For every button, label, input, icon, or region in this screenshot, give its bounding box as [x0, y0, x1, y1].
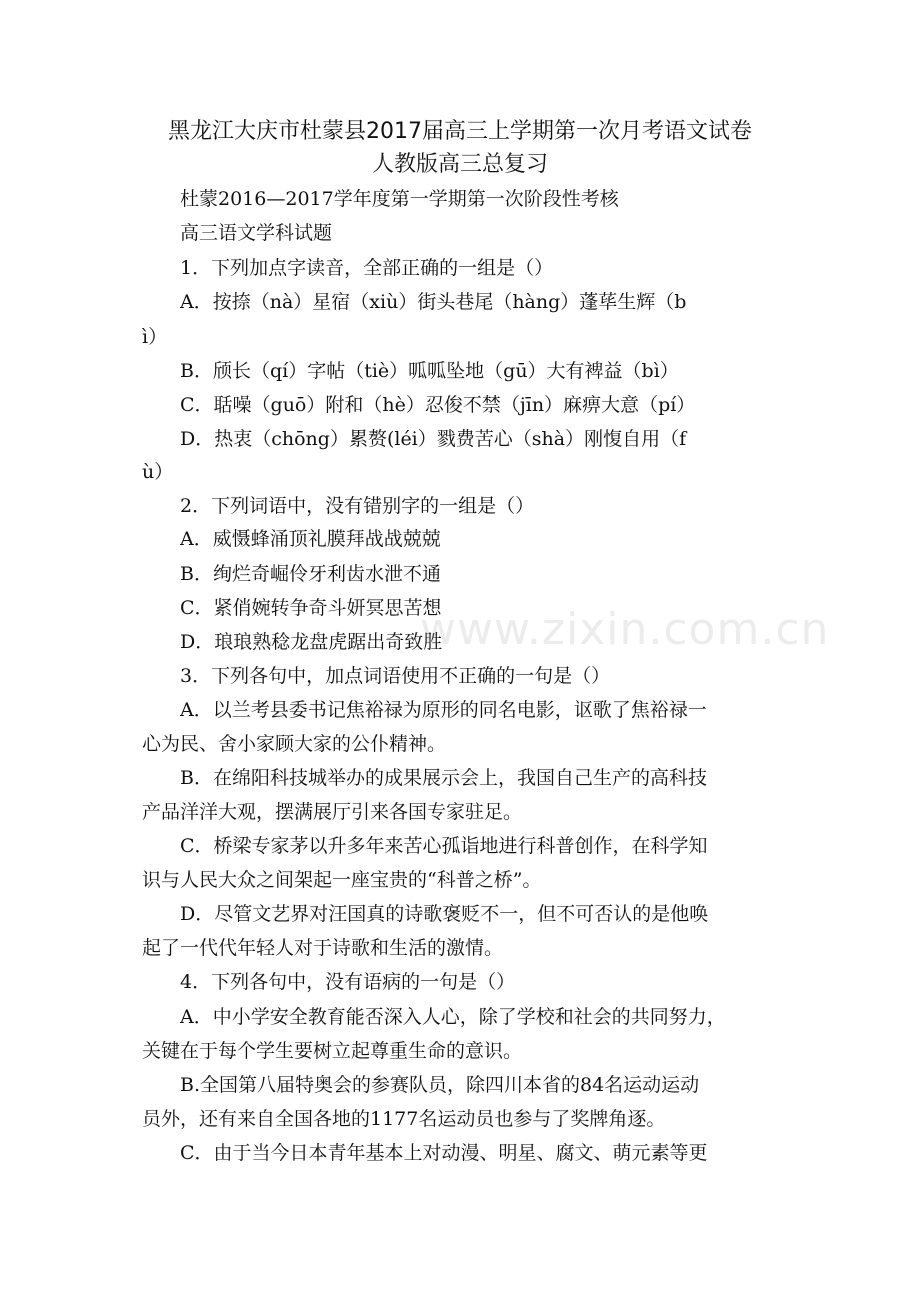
- question-4-stem: 4．下列各句中，没有语病的一句是（）: [180, 971, 516, 993]
- question-4-option-a-cont: 关键在于每个学生要树立起尊重生命的意识。: [142, 1040, 523, 1062]
- question-3-option-c: C．桥梁专家茅以升多年来苦心孤诣地进行科普创作，在科学知: [180, 835, 708, 857]
- question-3-option-a: A．以兰考县委书记焦裕禄为原形的同名电影，讴歌了焦裕禄一: [180, 699, 707, 721]
- question-1-option-d: D．热衷（chōng）累赘(léi）戮费苦心（shà）刚愎自用（f: [180, 428, 687, 450]
- question-1-option-b: B．颀长（qí）字帖（tiè）呱呱坠地（gū）大有裨益（bì）: [180, 360, 679, 382]
- question-4-option-a: A．中小学安全教育能否深入人心，除了学校和社会的共同努力，: [180, 1006, 726, 1028]
- question-4-option-c: C．由于当今日本青年基本上对动漫、明星、腐文、萌元素等更: [180, 1142, 708, 1164]
- question-3-option-b-cont: 产品洋洋大观，摆满展厅引来各国专家驻足。: [142, 801, 523, 823]
- question-1-option-d-cont: ù）: [142, 461, 174, 483]
- question-1-option-a: A．按捺（nà）星宿（xiù）街头巷尾（hàng）蓬荜生辉（b: [180, 291, 687, 313]
- question-4-option-b: B.全国第八届特奥会的参赛队员，除四川本省的84名运动运动: [180, 1074, 700, 1096]
- question-2-option-b: B．绚烂奇崛伶牙利齿水泄不通: [180, 563, 441, 585]
- question-2-option-d: D．琅琅熟稔龙盘虎踞出奇致胜: [180, 631, 443, 653]
- question-4-option-b-cont: 员外，还有来自全国各地的1177名运动员也参与了奖牌角逐。: [142, 1108, 666, 1130]
- question-3-option-d-cont: 起了一代代年轻人对于诗歌和生活的激情。: [142, 937, 504, 959]
- exam-subject-line: 高三语文学科试题: [180, 222, 333, 244]
- question-1-option-a-cont: ì）: [142, 326, 168, 348]
- question-3-option-c-cont: 识与人民大众之间架起一座宝贵的“科普之桥”。: [142, 869, 542, 891]
- question-3-option-a-cont: 心为民、舍小家顾大家的公仆精神。: [142, 733, 447, 755]
- question-2-option-a: A．威慑蜂涌顶礼膜拜战战兢兢: [180, 528, 441, 550]
- document-subtitle: 人教版高三总复习: [371, 152, 548, 177]
- question-2-stem: 2．下列词语中，没有错别字的一组是（）: [180, 495, 535, 517]
- exam-term-line: 杜蒙2016—2017学年度第一学期第一次阶段性考核: [180, 188, 619, 210]
- question-3-option-d: D．尽管文艺界对汪国真的诗歌褒贬不一，但不可否认的是他唤: [180, 903, 709, 925]
- watermark: www.zixin.com.cn: [420, 604, 830, 655]
- question-1-stem: 1．下列加点字读音，全部正确的一组是（）: [180, 257, 554, 279]
- question-2-option-c: C．紧俏婉转争奇斗妍冥思苦想: [180, 597, 442, 619]
- question-3-stem: 3．下列各句中，加点词语使用不正确的一句是（）: [180, 665, 611, 687]
- document-title: 黑龙江大庆市杜蒙县2017届高三上学期第一次月考语文试卷: [168, 119, 752, 144]
- question-1-option-c: C．聒噪（guō）附和（hè）忍俊不禁（jīn）麻痹大意（pí）: [180, 394, 696, 416]
- question-3-option-b: B．在绵阳科技城举办的成果展示会上，我国自己生产的高科技: [180, 767, 707, 789]
